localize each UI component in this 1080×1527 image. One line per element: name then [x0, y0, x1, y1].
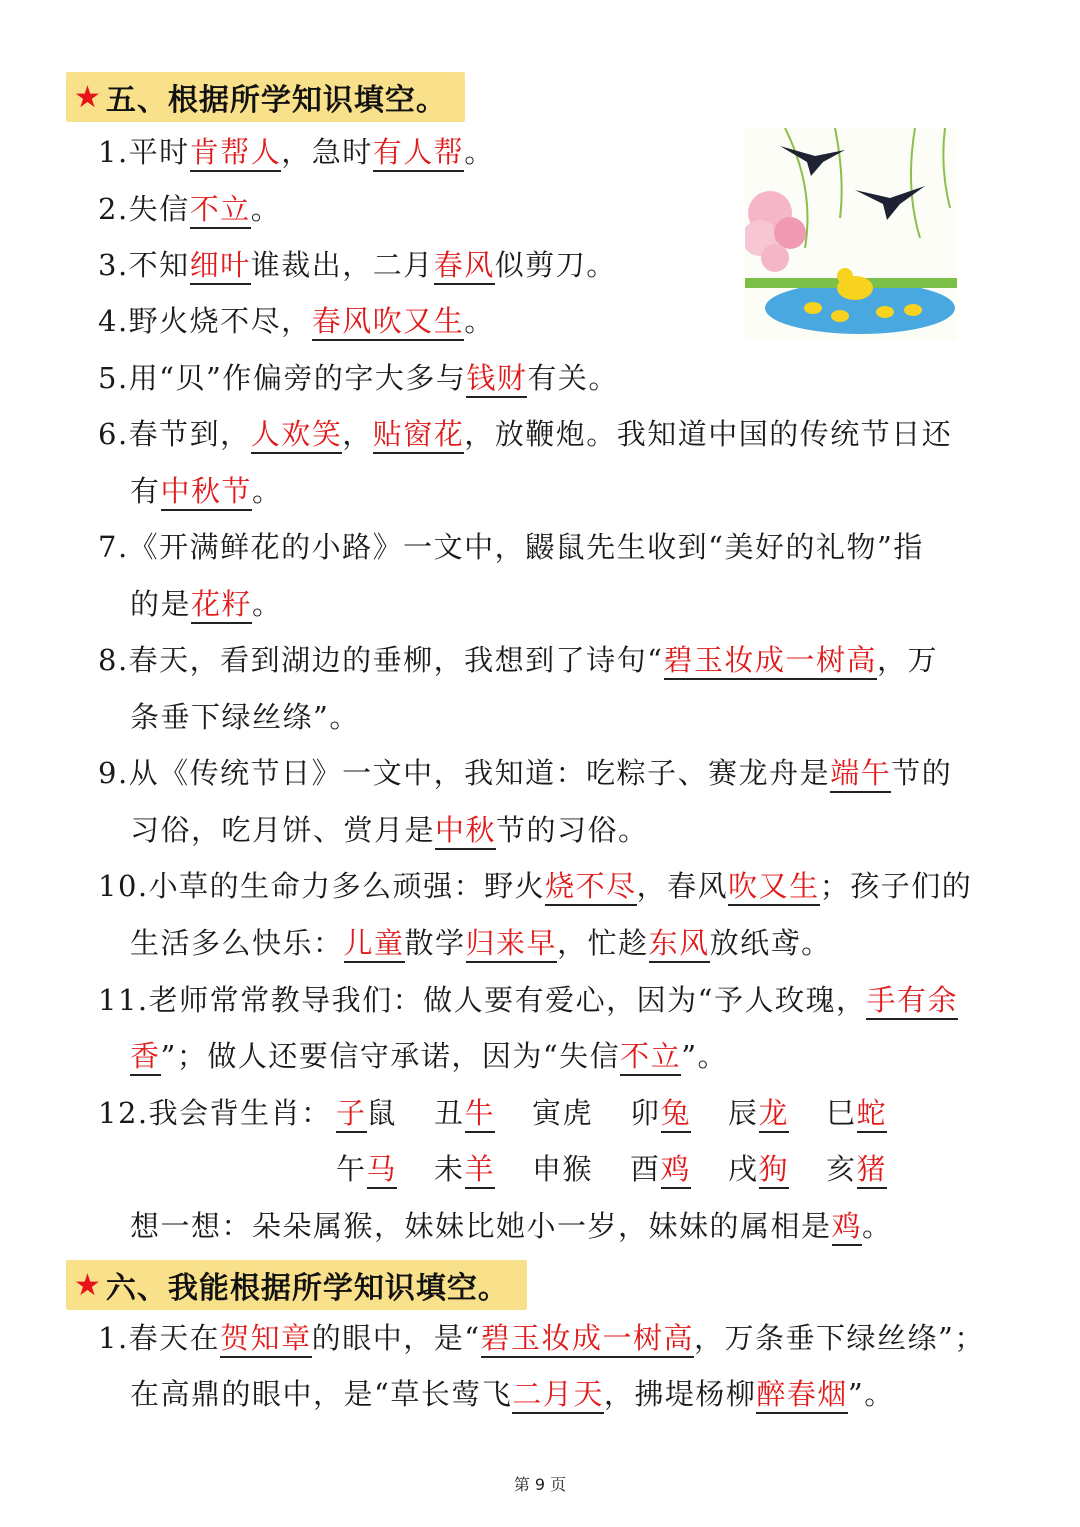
- answer: 碧玉妆成一树高: [481, 1321, 695, 1358]
- spring-illustration: [745, 128, 957, 340]
- answer: 人欢笑: [251, 417, 343, 454]
- page-number: 第 9 页: [513, 1475, 567, 1494]
- answer: 肯帮人: [190, 135, 282, 172]
- item-5: 5.用“贝”作偏旁的字大多与钱财有关。: [98, 358, 619, 398]
- item-7: 7.《开满鲜花的小路》一文中，鼹鼠先生收到“美好的礼物”指: [98, 530, 924, 564]
- star-icon: ★: [74, 1267, 102, 1303]
- answer: 钱财: [466, 361, 527, 398]
- answer: 兔: [661, 1096, 692, 1133]
- answer: 细叶: [190, 248, 251, 285]
- answer: 有人帮: [373, 135, 465, 172]
- s6-item-1-cont: 在高鼎的眼中，是“草长莺飞二月天，拂堤杨柳醉春烟”。: [130, 1374, 895, 1414]
- answer: 烧不尽: [545, 869, 637, 906]
- item-2: 2.失信不立。: [98, 189, 281, 229]
- answer: 蛇: [857, 1096, 888, 1133]
- answer: 碧玉妆成一树高: [664, 643, 878, 680]
- answer: 吹又生: [728, 869, 820, 906]
- answer: 二月天: [512, 1377, 604, 1414]
- answer: 龙: [759, 1096, 790, 1133]
- item-9-cont: 习俗，吃月饼、赏月是中秋节的习俗。: [130, 810, 649, 850]
- zodiac-pair: 丑牛: [434, 1093, 495, 1133]
- zodiac-pair: 寅虎: [532, 1096, 594, 1130]
- zodiac-pair: 申猴: [532, 1152, 594, 1186]
- item-11-cont: 香”；做人还要信守承诺，因为“失信不立”。: [130, 1036, 728, 1076]
- zodiac-pair: 午马: [336, 1149, 397, 1189]
- item-8-cont: 条垂下绿丝绦”。: [130, 700, 360, 734]
- answer: 羊: [465, 1152, 496, 1189]
- answer: 香: [130, 1039, 161, 1076]
- think-line: 想一想：朵朵属猴，妹妹比她小一岁，妹妹的属相是鸡。: [130, 1206, 893, 1246]
- answer: 狗: [759, 1152, 790, 1189]
- item-7-cont: 的是花籽。: [130, 584, 283, 624]
- answer: 中秋节: [161, 474, 253, 511]
- item-1: 1.平时肯帮人，急时有人帮。: [98, 132, 495, 172]
- zodiac-pair: 子鼠: [336, 1093, 397, 1133]
- answer: 猪: [857, 1152, 888, 1189]
- answer: 牛: [465, 1096, 496, 1133]
- answer: 不立: [190, 192, 251, 229]
- section-5-title: 五、根据所学知识填空。: [105, 83, 447, 118]
- answer: 手有余: [866, 983, 958, 1020]
- item-10-cont: 生活多么快乐：儿童散学归来早，忙趁东风放纸鸢。: [130, 923, 832, 963]
- answer: 马: [367, 1152, 398, 1189]
- section-6-header: [66, 1260, 527, 1310]
- answer: 醉春烟: [756, 1377, 848, 1414]
- zodiac-pair: 辰龙: [728, 1093, 789, 1133]
- item-11: 11.老师常常教导我们：做人要有爱心，因为“予人玫瑰，手有余: [98, 980, 958, 1020]
- item-4: 4.野火烧不尽，春风吹又生。: [98, 301, 495, 341]
- zodiac-pair: 巳蛇: [826, 1093, 887, 1133]
- zodiac-label: 12.我会背生肖：: [98, 1096, 332, 1130]
- section-6-title: 六、我能根据所学知识填空。: [105, 1271, 509, 1306]
- item-9: 9.从《传统节日》一文中，我知道：吃粽子、赛龙舟是端午节的: [98, 753, 952, 793]
- item-10: 10.小草的生命力多么顽强：野火烧不尽，春风吹又生；孩子们的: [98, 866, 972, 906]
- answer: 花籽: [191, 587, 252, 624]
- section-5-header: [66, 72, 465, 122]
- zodiac-pair: 未羊: [434, 1149, 495, 1189]
- zodiac-pair: 亥猪: [826, 1149, 887, 1189]
- answer: 东风: [649, 926, 710, 963]
- answer: 儿童: [344, 926, 405, 963]
- item-6: 6.春节到，人欢笑，贴窗花，放鞭炮。我知道中国的传统节日还: [98, 414, 952, 454]
- answer: 鸡: [661, 1152, 692, 1189]
- answer: 归来早: [466, 926, 558, 963]
- answer: 贺知章: [220, 1321, 312, 1358]
- s6-item-1: 1.春天在贺知章的眼中，是“碧玉妆成一树高，万条垂下绿丝绦”；: [98, 1318, 985, 1358]
- answer: 贴窗花: [373, 417, 465, 454]
- answer: 端午: [830, 756, 891, 793]
- zodiac-pair: 戌狗: [728, 1149, 789, 1189]
- answer: 不立: [620, 1039, 681, 1076]
- item-3: 3.不知细叶谁裁出，二月春风似剪刀。: [98, 245, 617, 285]
- answer: 春风: [434, 248, 495, 285]
- zodiac-pair: 卯兔: [630, 1093, 691, 1133]
- star-icon: ★: [74, 79, 102, 115]
- item-6-cont: 有中秋节。: [130, 471, 283, 511]
- zodiac-pair: 酉鸡: [630, 1149, 691, 1189]
- item-8: 8.春天，看到湖边的垂柳，我想到了诗句“碧玉妆成一树高，万: [98, 640, 938, 680]
- answer: 子: [336, 1096, 367, 1133]
- answer: 春风吹又生: [312, 304, 465, 341]
- answer: 中秋: [435, 813, 496, 850]
- answer: 鸡: [832, 1209, 863, 1246]
